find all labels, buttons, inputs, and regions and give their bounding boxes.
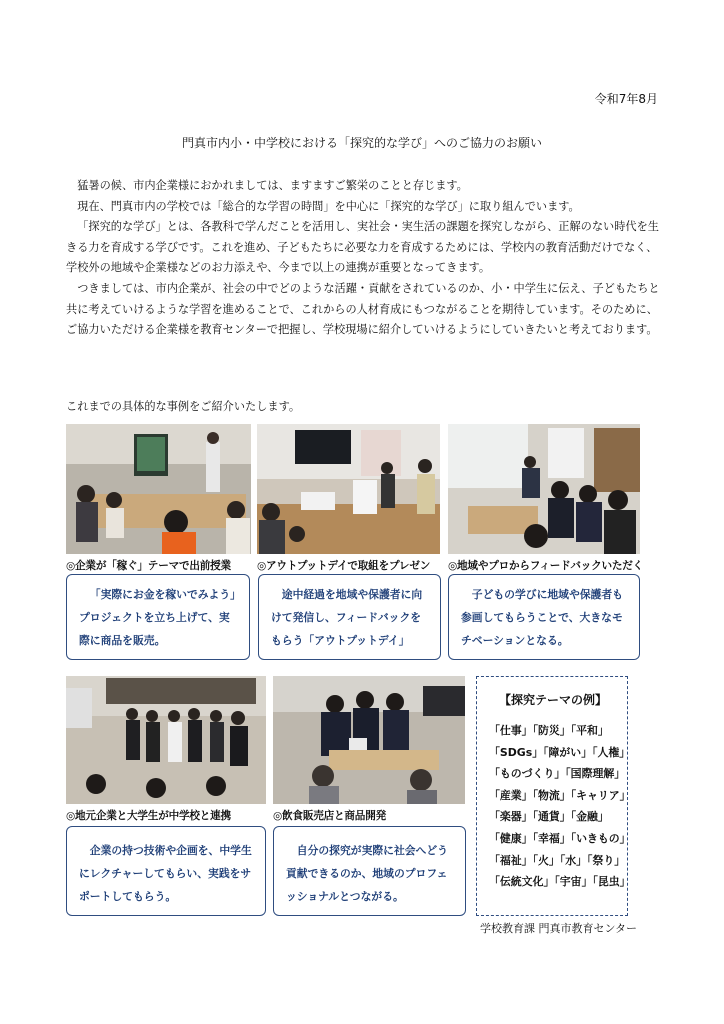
case-description: 自分の探究が実際に社会へどう貢献できるのか、地域のプロフェッショナルとつながる。 [286, 844, 448, 903]
case-description: 子どもの学びに地域や保護者も参画してもらうことで、大きなモチベーションとなる。 [461, 588, 623, 647]
case-caption: ◎アウトプットデイで取組をプレゼン [257, 560, 431, 572]
case-description-box [258, 574, 441, 660]
document-title: 門真市内小・中学校における「探究的な学び」へのご協力のお願い [181, 136, 542, 150]
theme-line: 「伝統文化」「宇宙」「昆虫」 [489, 875, 631, 889]
cases-intro: これまでの具体的な事例をご紹介いたします。 [66, 400, 301, 413]
case-caption: ◎企業が「稼ぐ」テーマで出前授業 [66, 560, 231, 572]
case-description: 「実際にお金を稼いでみよう」プロジェクトを立ち上げて、実際に商品を販売。 [79, 588, 236, 647]
body-text [66, 176, 666, 341]
theme-examples-box [476, 676, 631, 916]
theme-line: 「福祉」「火」「水」「祭り」 [489, 853, 626, 867]
theme-examples-title: 【探究テーマの例】 [498, 693, 607, 707]
theme-line: 「楽器」「通貨」「金融」 [489, 810, 609, 824]
case-description-box [273, 826, 466, 916]
paragraph: 猛暑の候、市内企業様におかれましては、ますますご繁栄のことと存じます。 [77, 179, 468, 192]
document-date: 令和7年8月 [594, 92, 658, 106]
case-description-box [66, 574, 250, 660]
case-caption: ◎地元企業と大学生が中学校と連携 [66, 810, 231, 822]
case-caption: ◎飲食販売店と商品開発 [273, 810, 386, 822]
case-photo-3 [448, 424, 640, 554]
case-description-box [66, 826, 266, 916]
theme-line: 「SDGs」「障がい」「人権」 [489, 745, 631, 759]
paragraph: つきましては、市内企業が、社会の中でどのような活躍・貢献をされているのか、小・中学生に伝え、子どもたちと共に考えていけるような学習を進めることで、これからの人材育成にもつながることを期待しています。そのために、ご協力いただける企業様を教育センターで把握し、学校現場に紹介していけるようにしていきたいと考えております。 [66, 281, 660, 337]
case-description-box [448, 574, 640, 660]
paragraph: 現在、門真市内の学校では「総合的な学習の時間」を中心に「探究的な学び」に取り組んでいます。 [77, 199, 580, 213]
case-description: 途中経過を地域や保護者に向けて発信し、フィードバックをもらう「アウトプットデイ」 [271, 588, 423, 647]
case-photo-4 [66, 676, 266, 804]
theme-line: 「ものづくり」「国際理解」 [489, 767, 626, 781]
case-caption: ◎地域やプロからフィードバックいただく [448, 560, 644, 572]
paragraph: 「探究的な学び」とは、各教科で学んだことを活用し、実社会・実生活の課題を探究しながら、正解のない時代を生きる力を育成する学びです。これを進め、子どもたちに必要な力を育成するためには、学校内の教育活動だけでなく、学校外の地域や企業様などのお力添えや、今まで以上の連携が重要となってきます。 [66, 220, 659, 275]
case-photo-2 [257, 424, 440, 554]
case-description: 企業の持つ技術や企画を、中学生にレクチャーしてもらい、実践をサポートしてもらう。 [79, 844, 252, 903]
theme-line: 「健康」「幸福」「いきもの」 [489, 831, 631, 845]
case-photo-1 [66, 424, 251, 554]
theme-line: 「仕事」「防災」「平和」 [489, 724, 609, 737]
document-footer: 学校教育課 門真市教育センター [480, 922, 638, 935]
theme-line: 「産業」「物流」「キャリア」 [489, 788, 631, 802]
case-photo-5 [273, 676, 465, 804]
